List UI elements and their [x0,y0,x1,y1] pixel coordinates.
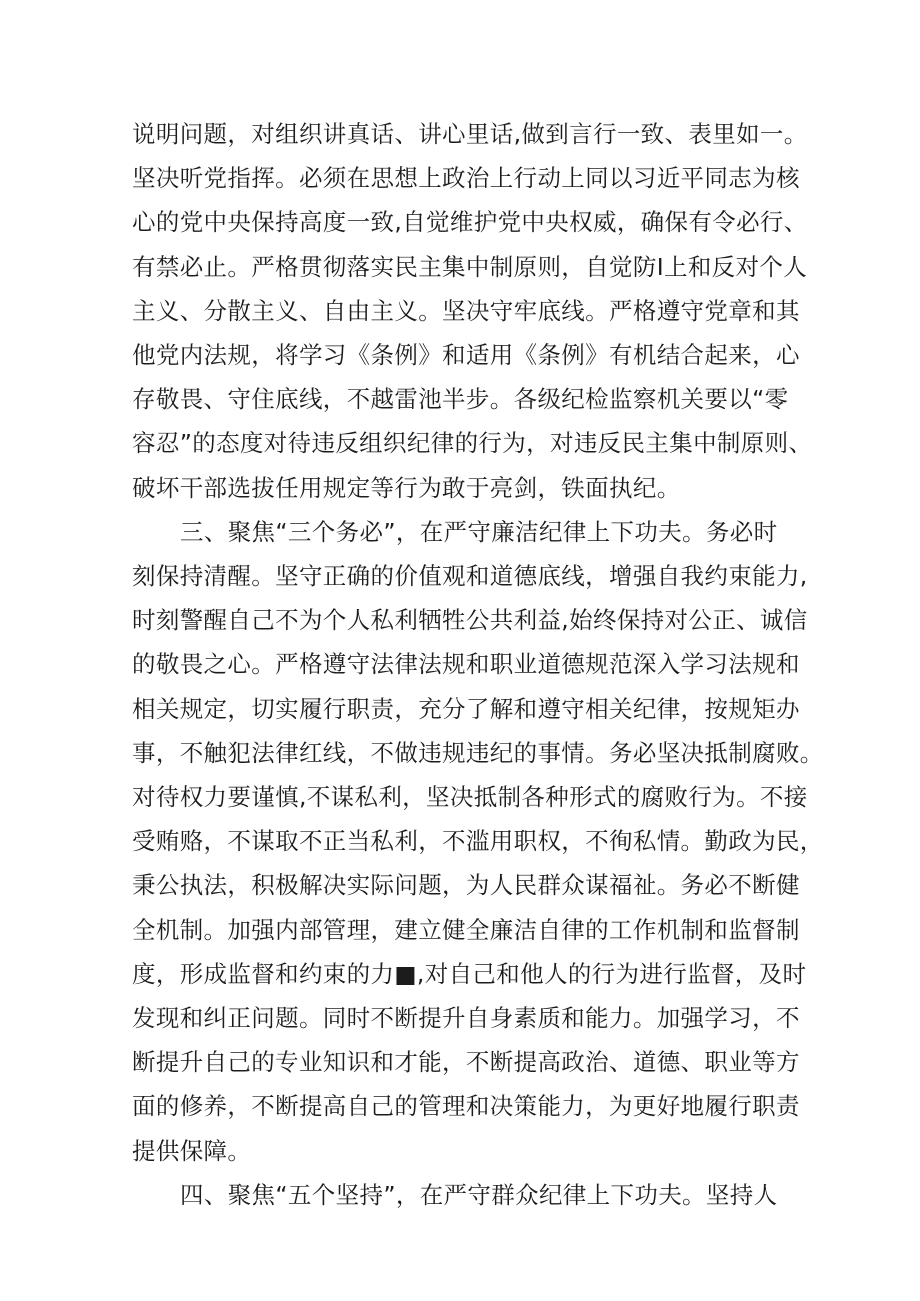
text-line: 有禁必止。严格贯彻落实民主集中制原则，自觉防I上和反对个人 [132,253,808,281]
text-line: 心的党中央保持高度一致,自觉维护党中央权威，确保有令必行、 [132,208,808,236]
text-line: 的敬畏之心。严格遵守法律法规和职业道德规范深入学习法规和 [132,650,800,678]
text-line: 断提升自己的专业知识和才能，不断提高政治、道德、职业等方 [132,1048,800,1076]
text-line: 秉公执法，积极解决实际问题，为人民群众谋福祉。务必不断健 [132,871,800,899]
text-line: 主义、分散主义、自由主义。坚决守牢底线。严格遵守党章和其 [132,297,800,325]
paragraph-heading-line: 四、聚焦“五个坚持”，在严守群众纪律上下功夫。坚持人 [180,1181,778,1209]
text-line: 度，形成监督和约束的力■,对自己和他人的行为进行监督，及时 [132,960,807,988]
text-line: 容忍”的态度对待违反组织纪律的行为，对违反民主集中制原则、 [132,429,813,457]
text-line: 时刻警醒自己不为个人私利牺牲公共利益,始终保持对公正、诚信 [132,606,808,634]
text-line: 他党内法规，将学习《条例》和适用《条例》有机结合起来，心 [132,341,800,369]
text-line: 说明问题，对组织讲真话、讲心里话,做到言行一致、表里如一。 [132,120,808,148]
text-line: 刻保持清醒。坚守正确的价值观和道德底线，增强自我约束能力, [132,562,808,590]
text-line: 提供保障。 [132,1137,252,1165]
text-line: 坚决听党指挥。必须在思想上政治上行动上同以习近平同志为核 [132,164,800,192]
text-line: 面的修养，不断提高自己的管理和决策能力，为更好地履行职责 [132,1092,800,1120]
text-line: 破坏干部选拔任用规定等行为敢于亮剑，铁面执纪。 [132,474,681,502]
text-line: 存敬畏、守住底线，不越雷池半步。各级纪检监察机关要以“零 [132,385,789,413]
paragraph-heading-line: 三、聚焦“三个务必”，在严守廉洁纪律上下功夫。务必时 [180,518,778,546]
text-line: 发现和纠正问题。同时不断提升自身素质和能力。加强学习，不 [132,1004,800,1032]
text-line: 相关规定，切实履行职责，充分了解和遵守相关纪律，按规矩办 [132,695,800,723]
text-line: 全机制。加强内部管理，建立健全廉洁自律的工作机制和监督制 [132,916,800,944]
text-line: 受贿赂，不谋取不正当私利，不滥用职权，不徇私情。勤政为民， [132,827,824,855]
text-line: 对待权力要谨慎,不谋私利，坚决抵制各种形式的腐败行为。不接 [132,783,808,811]
text-line: 事，不触犯法律红线，不做违规违纪的事情。务必坚决抵制腐败。 [132,739,824,767]
